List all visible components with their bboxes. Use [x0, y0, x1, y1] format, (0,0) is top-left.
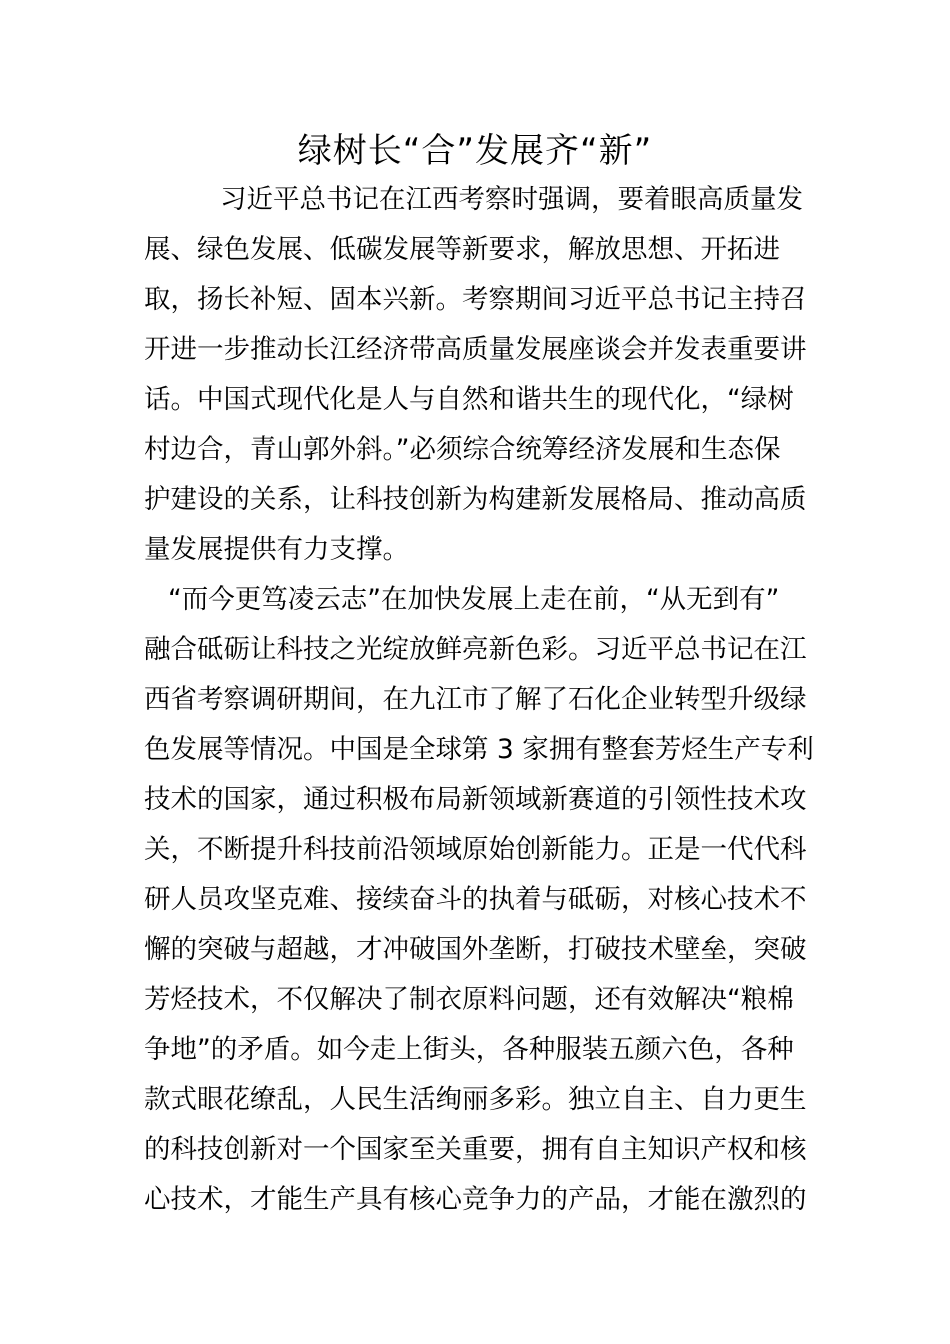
- paragraph-line: 开进一步推动长江经济带高质量发展座谈会并发表重要讲: [144, 334, 807, 365]
- paragraph-2: [144, 575, 814, 1225]
- paragraph-line: 取，扬长补短、固本兴新。考察期间习近平总书记主持召: [144, 284, 807, 315]
- paragraph-line: 展、绿色发展、低碳发展等新要求，解放思想、开拓进: [144, 234, 780, 265]
- paragraph-line: 芳烃技术，不仅解决了制衣原料问题，还有效解决“粮棉: [144, 984, 794, 1015]
- paragraph-line: 色发展等情况。中国是全球第 3 家拥有整套芳烃生产专利: [144, 734, 814, 765]
- paragraph-line: 西省考察调研期间，在九江市了解了石化企业转型升级绿: [144, 684, 807, 715]
- paragraph-line: 融合砥砺让科技之光绽放鲜亮新色彩。习近平总书记在江: [144, 634, 807, 665]
- document-title: 绿树长“合”发展齐“新”: [297, 131, 653, 171]
- paragraph-line: “而今更笃凌云志”在加快发展上走在前，“从无到有”: [168, 584, 780, 615]
- paragraph-line: 村边合，青山郭外斜。”必须综合统筹经济发展和生态保: [144, 434, 781, 465]
- paragraph-line: 款式眼花缭乱，人民生活绚丽多彩。独立自主、自力更生: [144, 1084, 807, 1115]
- paragraph-line: 心技术，才能生产具有核心竞争力的产品，才能在激烈的: [144, 1184, 807, 1215]
- paragraph-line: 习近平总书记在江西考察时强调，要着眼高质量发: [220, 184, 803, 215]
- paragraph-line: 量发展提供有力支撑。: [144, 534, 409, 565]
- paragraph-line: 争地”的矛盾。如今走上街头，各种服装五颜六色，各种: [144, 1034, 794, 1065]
- paragraph-line: 关，不断提升科技前沿领域原始创新能力。正是一代代科: [144, 834, 807, 865]
- paragraph-line: 研人员攻坚克难、接续奋斗的执着与砥砺，对核心技术不: [144, 884, 807, 915]
- paragraph-line: 的科技创新对一个国家至关重要，拥有自主知识产权和核: [144, 1134, 807, 1165]
- paragraph-1: [144, 175, 814, 575]
- paragraph-line: 懈的突破与超越，才冲破国外垄断，打破技术壁垒，突破: [144, 934, 807, 965]
- paragraph-line: 话。中国式现代化是人与自然和谐共生的现代化，“绿树: [144, 384, 794, 415]
- paragraph-line: 护建设的关系，让科技创新为构建新发展格局、推动高质: [144, 484, 807, 515]
- paragraph-line: 技术的国家，通过积极布局新领域新赛道的引领性技术攻: [144, 784, 807, 815]
